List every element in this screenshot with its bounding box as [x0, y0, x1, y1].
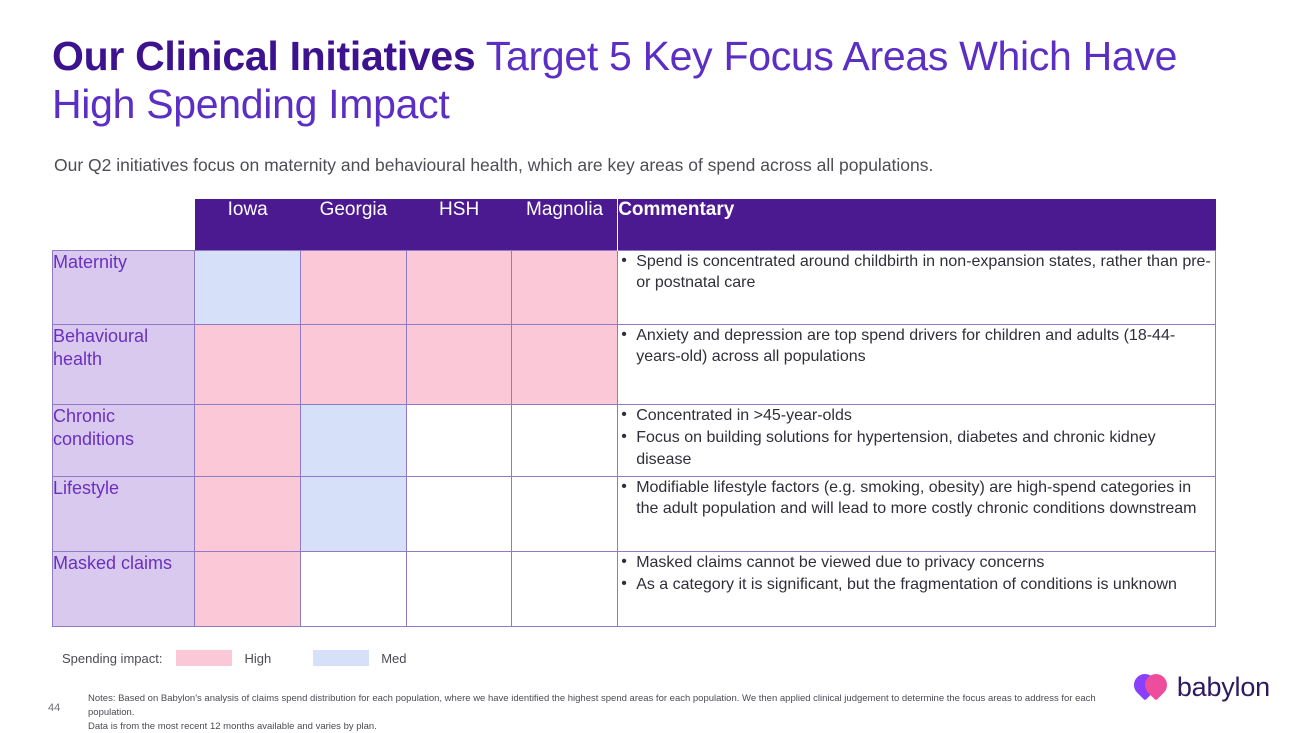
babylon-logo: [1134, 672, 1270, 703]
cell-chronic-iowa: [195, 405, 301, 477]
corner-mark: [0, 0, 46, 13]
heart-icon: [1134, 674, 1168, 702]
row-label-masked-claims: Masked claims: [53, 552, 195, 627]
row-label-lifestyle: Lifestyle: [53, 477, 195, 552]
focus-areas-table: [52, 199, 1216, 627]
commentary-lifestyle: [618, 477, 1216, 552]
cell-masked-iowa: [195, 552, 301, 627]
legend-swatch-high: [176, 650, 232, 666]
list-item: • Focus on building solutions for hypertension, diabetes and chronic kidney disease: [636, 427, 1215, 470]
cell-lifestyle-hsh: [406, 477, 512, 552]
cell-masked-magnolia: [512, 552, 618, 627]
header-magnolia: Magnolia: [512, 199, 618, 251]
cell-chronic-magnolia: [512, 405, 618, 477]
cell-maternity-iowa: [195, 251, 301, 325]
table-header-row: [53, 199, 1216, 251]
cell-chronic-hsh: [406, 405, 512, 477]
commentary-behavioural-health: [618, 325, 1216, 405]
subtitle: Our Q2 initiatives focus on maternity and behavioural health, which are key areas of spend across all populations.: [54, 155, 934, 175]
footnote-line-1: Notes: Based on Babylon's analysis of claims spend distribution for each population, where we have identified the highest spend areas for each population. We then applied clinical judgement to determine the focus areas to address for each population.: [88, 693, 1096, 718]
legend: [62, 650, 449, 666]
table-row: [53, 552, 1216, 627]
cell-behavioural-magnolia: [512, 325, 618, 405]
list-item: • Masked claims cannot be viewed due to privacy concerns: [636, 552, 1215, 573]
row-label-behavioural-health: Behavioural health: [53, 325, 195, 405]
logo-text: babylon: [1176, 672, 1270, 702]
legend-text-med: Med: [381, 650, 407, 666]
title-bold: Our Clinical Initiatives: [52, 33, 476, 79]
cell-behavioural-georgia: [301, 325, 407, 405]
cell-masked-georgia: [301, 552, 407, 627]
page-title: [52, 32, 1222, 129]
cell-behavioural-iowa: [195, 325, 301, 405]
list-item: • Modifiable lifestyle factors (e.g. smoking, obesity) are high-spend categories in the adult population and will lead to more costly chronic conditions downstream: [636, 477, 1215, 520]
footnote-line-2: Data is from the most recent 12 months available and varies by plan.: [88, 720, 377, 732]
list-item: • Spend is concentrated around childbirth in non-expansion states, rather than pre- or postnatal care: [636, 251, 1215, 294]
cell-chronic-georgia: [301, 405, 407, 477]
list-item: • As a category it is significant, but the fragmentation of conditions is unknown: [636, 574, 1215, 595]
cell-maternity-georgia: [301, 251, 407, 325]
cell-maternity-magnolia: [512, 251, 618, 325]
header-georgia: Georgia: [301, 199, 407, 251]
footnotes: [88, 692, 1118, 733]
title-rest: Target 5 Key Focus Areas Which Have High Spending Impact: [52, 33, 1178, 128]
table-row: [53, 325, 1216, 405]
row-label-chronic-conditions: Chronic conditions: [53, 405, 195, 477]
table-row: [53, 405, 1216, 477]
cell-lifestyle-magnolia: [512, 477, 618, 552]
cell-maternity-hsh: [406, 251, 512, 325]
header-commentary: Commentary: [618, 199, 1216, 251]
header-iowa: Iowa: [195, 199, 301, 251]
title-text: [52, 32, 1222, 129]
cell-masked-hsh: [406, 552, 512, 627]
commentary-masked-claims: [618, 552, 1216, 627]
commentary-maternity: [618, 251, 1216, 325]
header-blank: [53, 199, 195, 251]
page-number: 44: [48, 702, 61, 714]
commentary-chronic-conditions: [618, 405, 1216, 477]
header-hsh: HSH: [406, 199, 512, 251]
cell-behavioural-hsh: [406, 325, 512, 405]
legend-label: Spending impact:: [62, 650, 163, 666]
cell-lifestyle-georgia: [301, 477, 407, 552]
legend-text-high: High: [244, 650, 272, 666]
list-item: • Anxiety and depression are top spend drivers for children and adults (18-44-years-old) across all populations: [636, 325, 1215, 368]
table-row: [53, 251, 1216, 325]
cell-lifestyle-iowa: [195, 477, 301, 552]
row-label-maternity: Maternity: [53, 251, 195, 325]
list-item: • Concentrated in >45-year-olds: [636, 405, 1215, 426]
table-row: [53, 477, 1216, 552]
legend-swatch-med: [313, 650, 369, 666]
